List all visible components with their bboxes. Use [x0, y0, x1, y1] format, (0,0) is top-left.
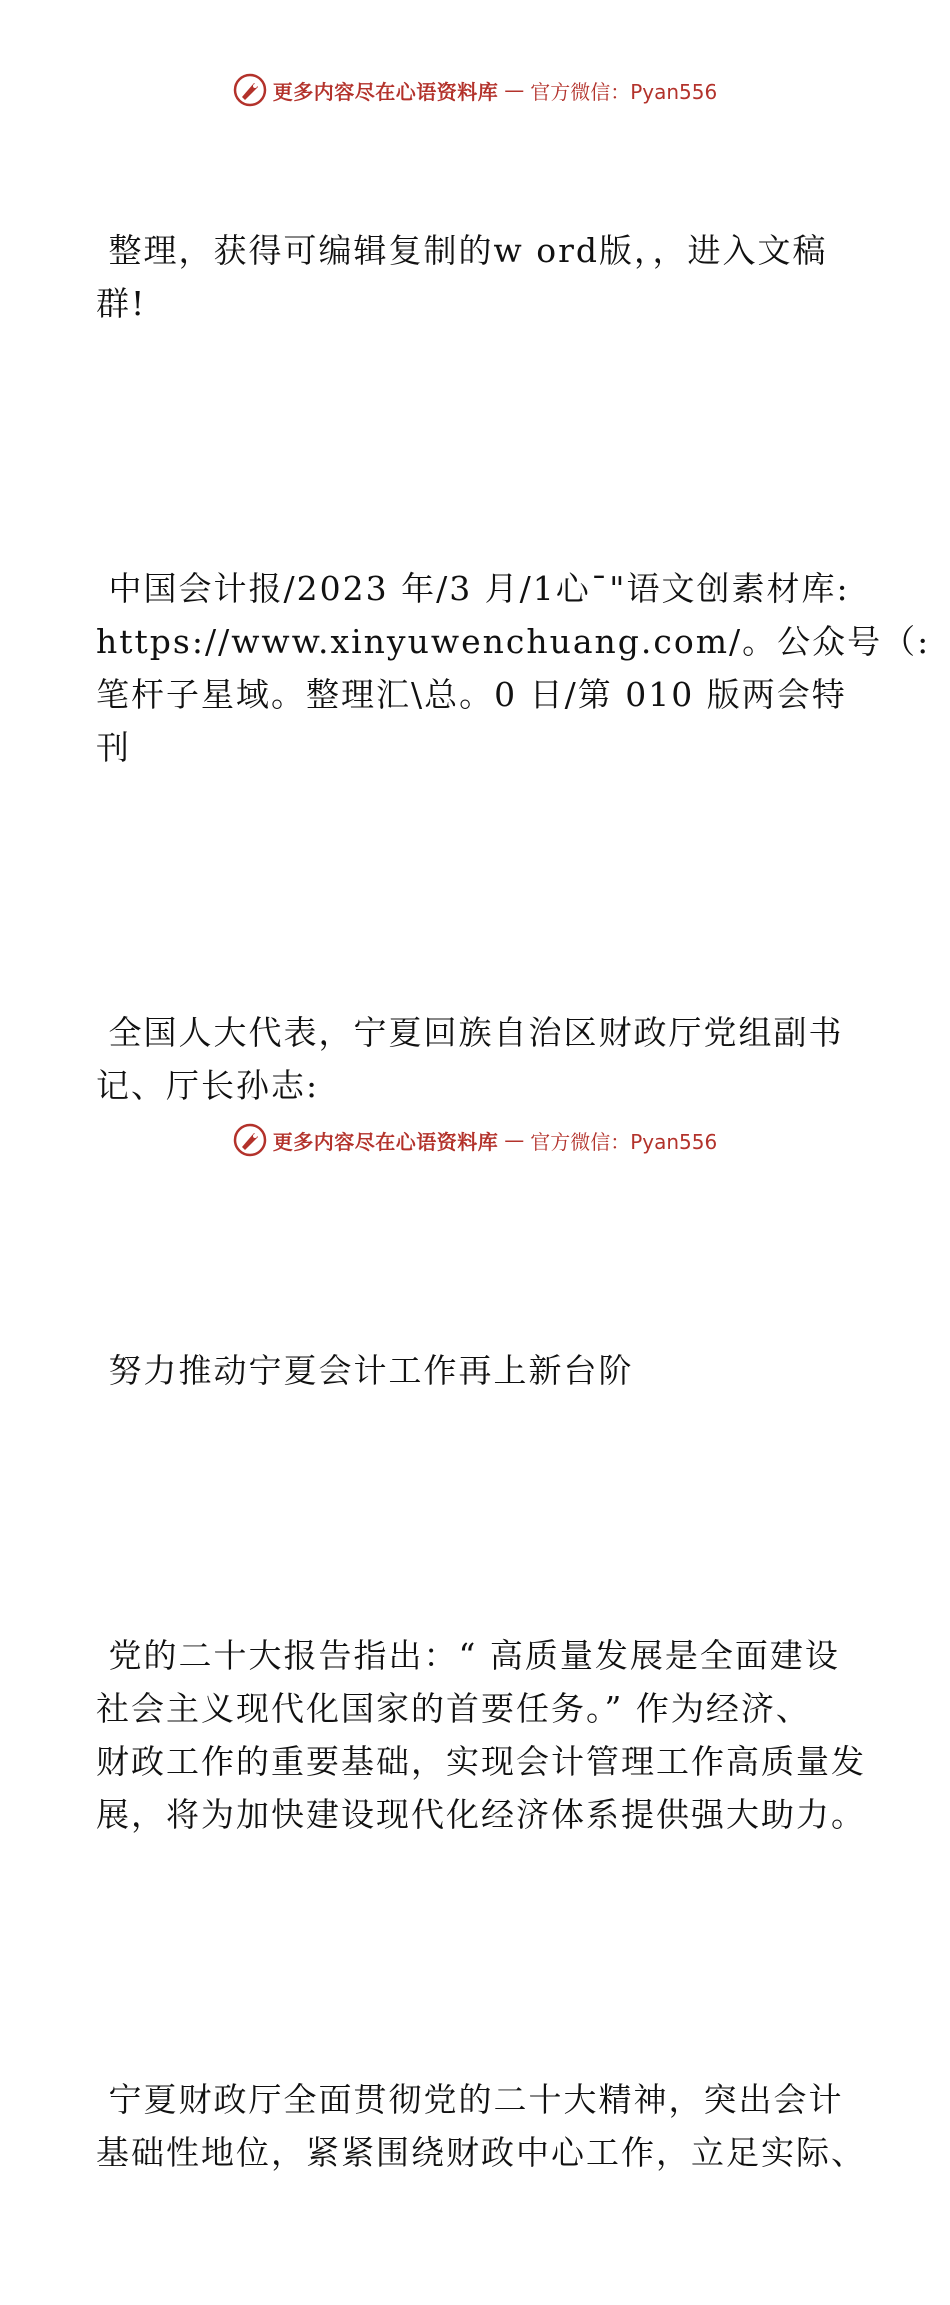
text-line: 中国会计报/2023 年/3 月/1心¯"语文创素材库:	[96, 569, 850, 608]
document-body	[96, 118, 931, 2305]
pen-nib-logo-icon	[233, 73, 267, 107]
text-line: https://www.xinyuwenchuang.com/。公众号（:	[96, 622, 931, 661]
paragraph-body-1	[96, 1523, 866, 1947]
text-line: 宁夏财政厅全面贯彻党的二十大精神，突出会计	[96, 2080, 844, 2119]
banner-dash: —	[504, 78, 525, 102]
text-line: 努力推动宁夏会计工作再上新台阶	[96, 1351, 634, 1390]
text-line: 基础性地位，紧紧围绕财政中心工作，立足实际、	[96, 2133, 866, 2172]
text-line: 党的二十大报告指出：“ 高质量发展是全面建设	[96, 1636, 840, 1675]
text-line: 展，将为加快建设现代化经济体系提供强大助力。	[96, 1795, 866, 1834]
header-watermark-banner	[0, 72, 950, 108]
article-title	[96, 1238, 856, 1503]
text-line: 笔杆子星域。整理汇\总。0 日/第 010 版两会特	[96, 675, 847, 714]
pen-nib-logo-icon	[233, 1123, 267, 1157]
banner-contact-text: 官方微信：Pyan556	[530, 79, 718, 104]
text-line: 刊	[96, 728, 131, 767]
paragraph-source	[96, 456, 931, 880]
banner-main-text: 更多内容尽在心语资料库	[272, 1129, 499, 1154]
paragraph-author	[96, 900, 856, 1218]
footer-watermark-banner	[0, 1122, 950, 1158]
text-line: 社会主义现代化国家的首要任务。” 作为经济、	[96, 1689, 811, 1728]
paragraph-body-2	[96, 1967, 866, 2285]
banner-main-text: 更多内容尽在心语资料库	[272, 79, 499, 104]
text-line: 财政工作的重要基础，实现会计管理工作高质量发	[96, 1742, 866, 1781]
text-line: 记、厅长孙志:	[96, 1066, 320, 1105]
text-line: 群!	[96, 284, 147, 323]
banner-dash: —	[504, 1128, 525, 1152]
text-line: 全国人大代表，宁夏回族自治区财政厅党组副书	[96, 1013, 844, 1052]
paragraph-intro	[96, 118, 856, 436]
banner-contact-text: 官方微信：Pyan556	[530, 1129, 718, 1154]
text-line: 整理，获得可编辑复制的w ord版，，进入文稿	[96, 231, 828, 270]
